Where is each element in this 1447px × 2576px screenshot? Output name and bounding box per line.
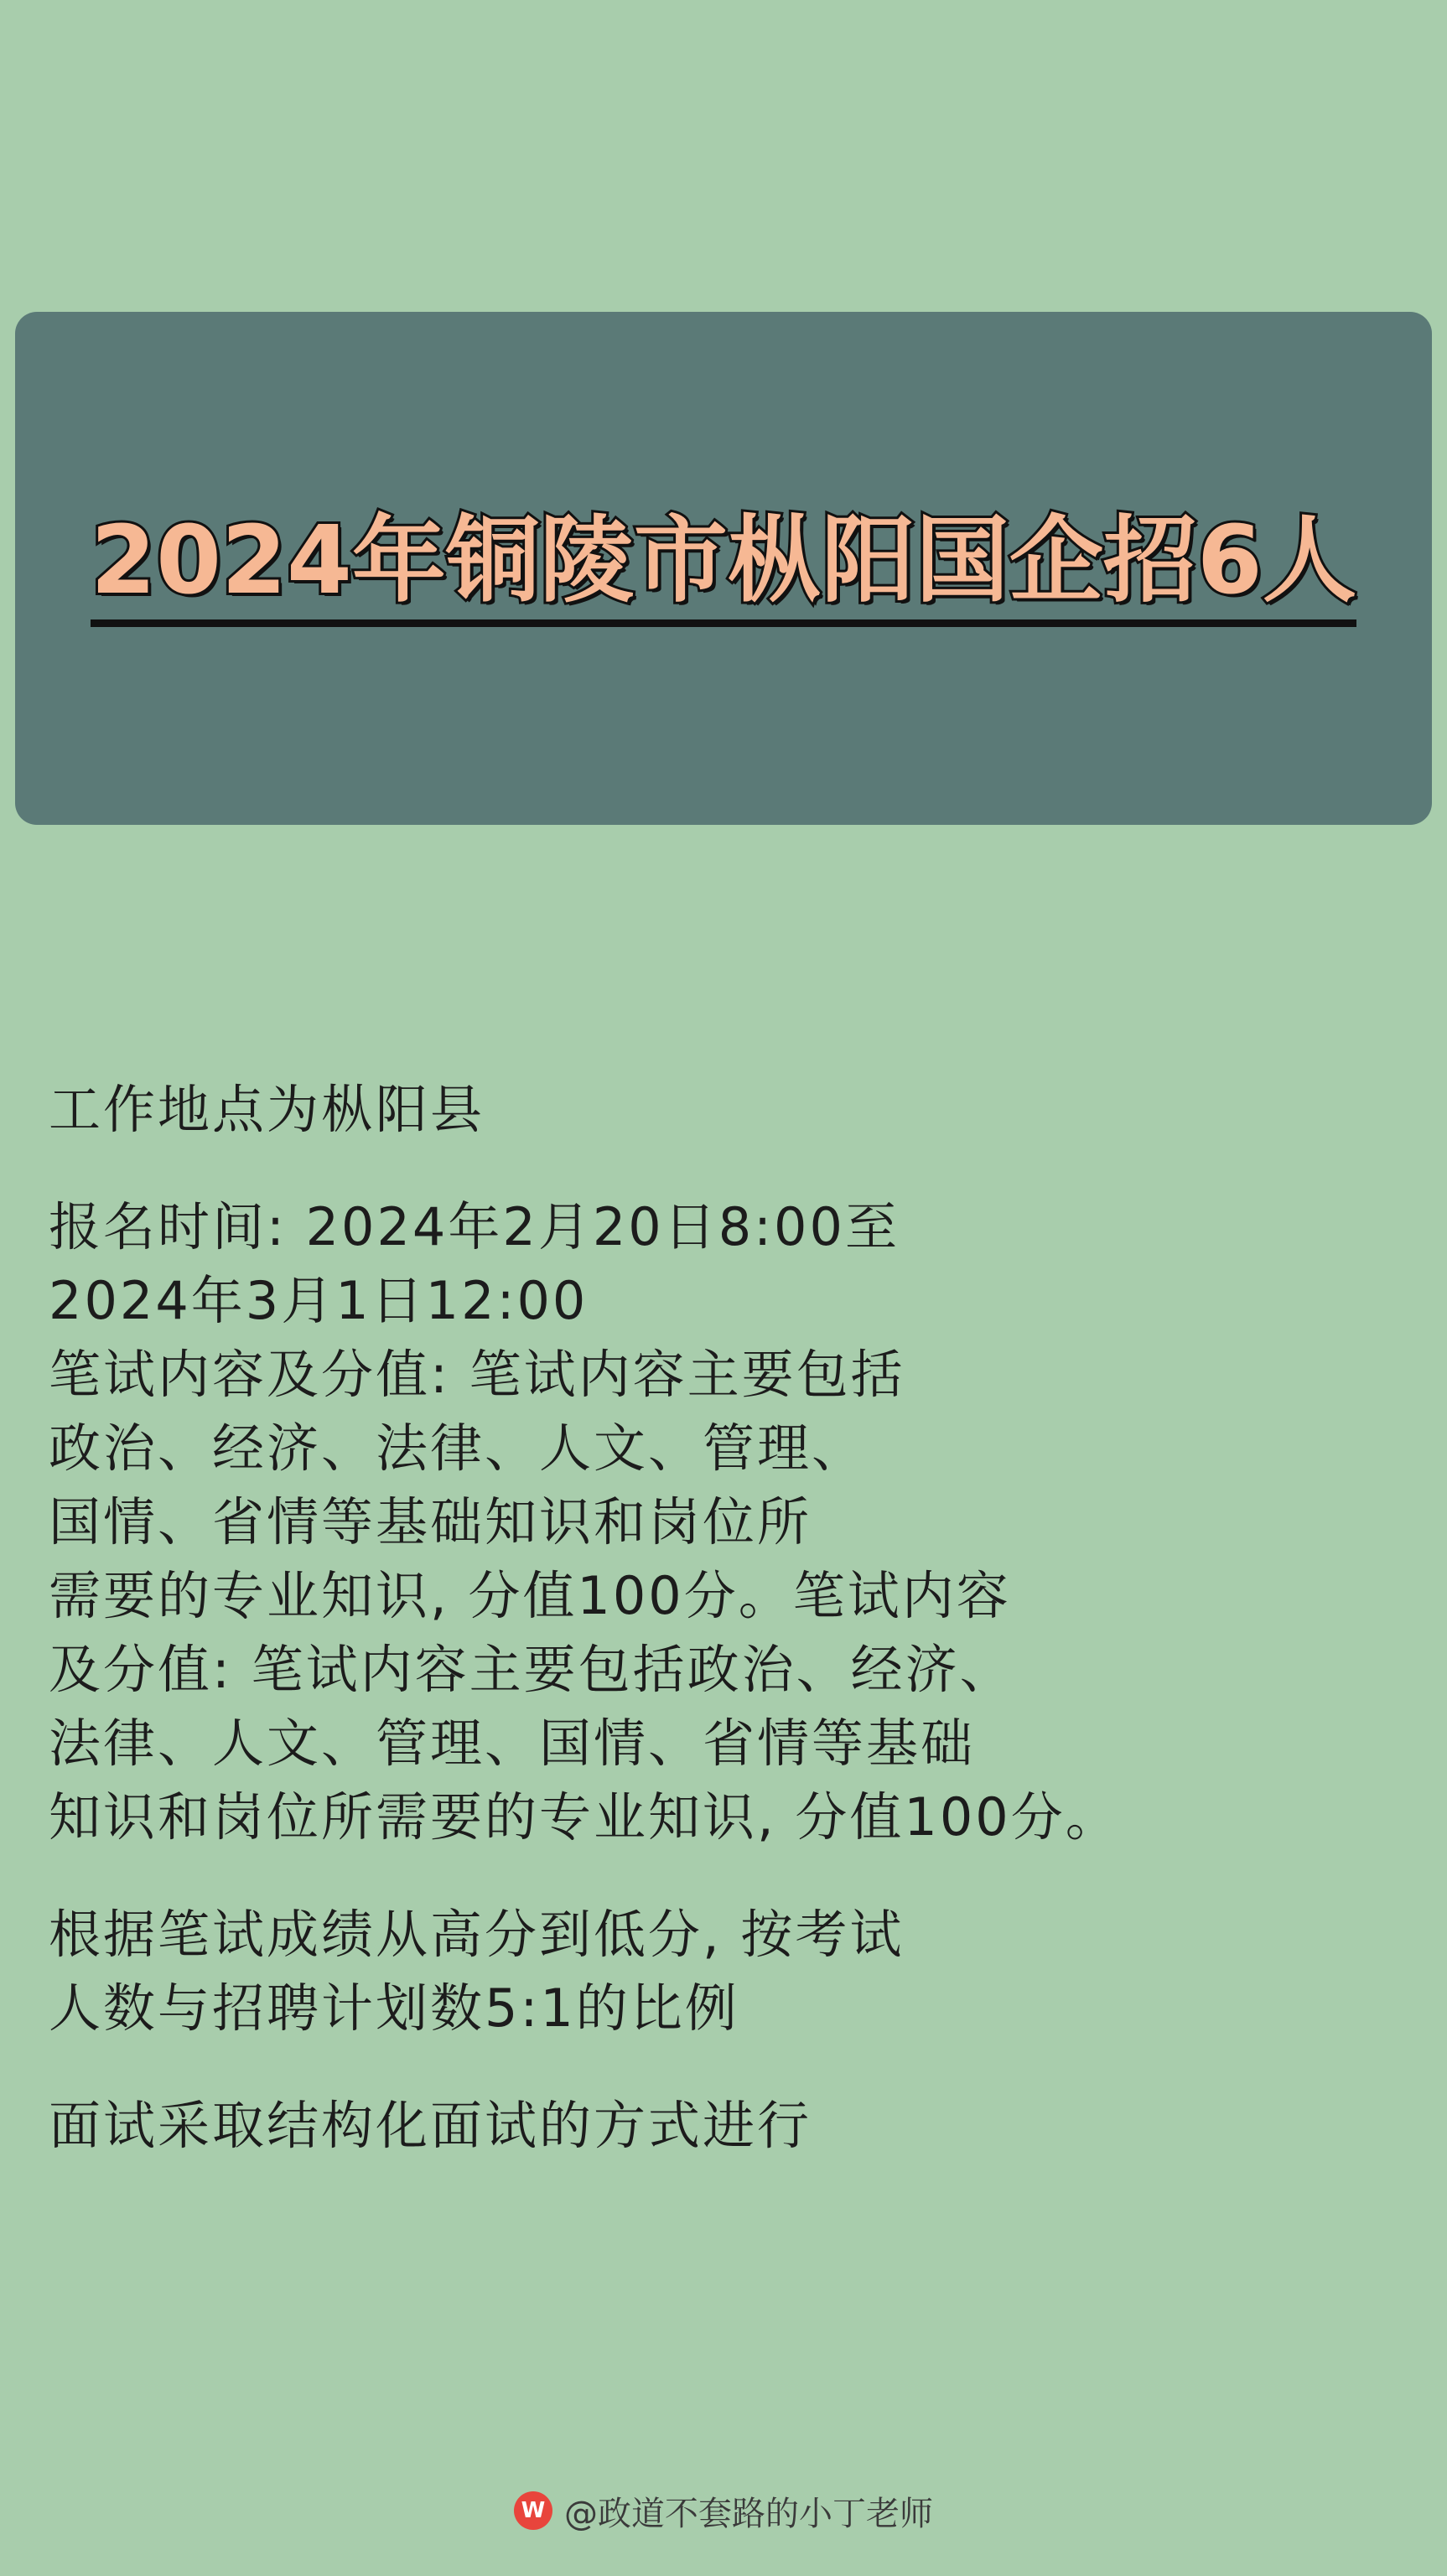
text-line: 笔试内容及分值: 笔试内容主要包括 [49,1344,905,1405]
paragraph-registration-and-exam [49,1190,1407,1854]
paragraph-location [49,1073,1407,1147]
author-handle: @政道不套路的小丁老师 [564,2494,933,2533]
page-title: 2024年铜陵市枞阳国企招6人 [91,510,1356,627]
text-line: 国情、省情等基础知识和岗位所 [49,1491,812,1552]
text-line: 工作地点为枞阳县 [49,1079,485,1140]
weibo-icon: W [514,2491,552,2530]
text-line: 报名时间: 2024年2月20日8:00至 [49,1196,900,1257]
paragraph-ranking-rule [49,1898,1407,2045]
text-line: 需要的专业知识, 分值100分。笔试内容 [49,1565,1011,1626]
text-line: 人数与招聘计划数5:1的比例 [49,1977,739,2039]
title-banner [15,312,1432,825]
text-line: 根据笔试成绩从高分到低分, 按考试 [49,1904,905,1965]
watermark-footer [0,2473,1447,2548]
text-line: 面试采取结构化面试的方式进行 [49,2095,812,2156]
text-line: 及分值: 笔试内容主要包括政治、经济、 [49,1639,1014,1700]
text-line: 法律、人文、管理、国情、省情等基础 [49,1713,976,1774]
text-line: 政治、经济、法律、人文、管理、 [49,1418,867,1479]
text-line: 2024年3月1日12:00 [49,1270,589,1331]
paragraph-interview-method [49,2089,1407,2163]
text-line: 知识和岗位所需要的专业知识, 分值100分。 [49,1786,1120,1848]
body-text-block [49,1073,1407,2163]
